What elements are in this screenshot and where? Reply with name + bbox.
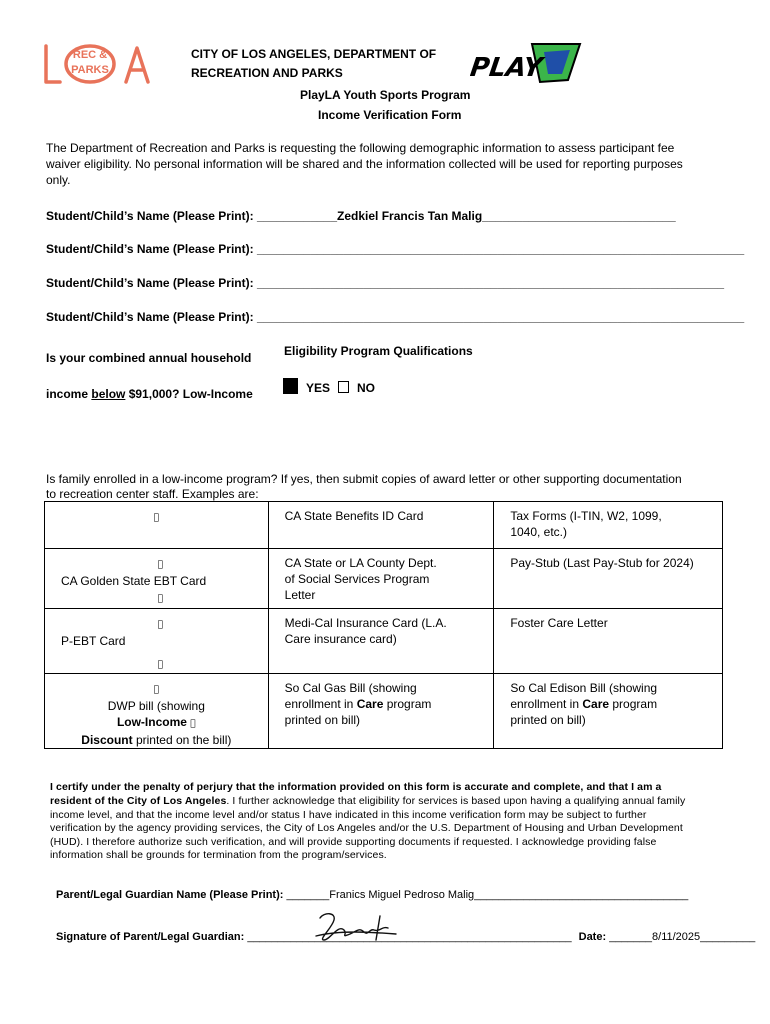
rec-parks-logo — [40, 40, 152, 88]
bullet-icon — [158, 620, 163, 630]
table-row — [45, 609, 723, 674]
dept-line-1: CITY OF LOS ANGELES, DEPARTMENT OF — [191, 47, 437, 61]
yes-label: YES — [306, 381, 331, 395]
date-label: Date: — [578, 931, 607, 943]
yes-checkbox[interactable] — [283, 378, 298, 394]
student-name-value[interactable]: _________________________________________________________________________ — [256, 242, 745, 256]
bullet-icon — [154, 685, 159, 695]
certify-line-5: (HUD). I therefore authorize such verification, and will provide supporting documents if requested. I acknowledge providing false — [50, 836, 657, 848]
table-cell: CA Golden State EBT Card — [45, 549, 269, 609]
student-name-label: Student/Child’s Name (Please Print): — [46, 310, 254, 324]
table-cell — [45, 502, 269, 549]
student-name-value[interactable]: ____________Zedkiel Francis Tan Malig_____________________________ — [256, 209, 676, 223]
enrolled-line-2: to recreation center staff. Examples are: — [46, 487, 259, 501]
table-cell: Medi-Cal Insurance Card (L.A. Care insurance card) — [268, 609, 494, 674]
signature-row[interactable] — [56, 930, 755, 944]
table-cell: DWP bill (showing Low-Income Discount printed on the bill) — [45, 674, 269, 749]
form-title: Income Verification Form — [318, 108, 462, 122]
student-name-row-3[interactable] — [46, 276, 724, 291]
intro-line-3: only. — [46, 173, 71, 187]
signature-icon — [310, 910, 400, 946]
income-question-line-1: Is your combined annual household — [46, 351, 252, 365]
student-name-label: Student/Child’s Name (Please Print): — [46, 209, 254, 223]
table-cell: Tax Forms (I-TIN, W2, 1099, 1040, etc.) — [494, 502, 723, 549]
table-cell: Foster Care Letter — [494, 609, 723, 674]
student-name-label: Student/Child’s Name (Please Print): — [46, 242, 254, 256]
enrolled-line-1: Is family enrolled in a low-income program? If yes, then submit copies of award letter or other supporting documentation — [46, 472, 682, 486]
table-cell: P-EBT Card — [45, 609, 269, 674]
signature-label: Signature of Parent/Legal Guardian: — [56, 931, 245, 943]
certify-line-6: information shall be grounds for termination from the program/services. — [50, 849, 387, 861]
bullet-icon — [154, 513, 159, 523]
student-name-value[interactable]: _________________________________________________________________________ — [256, 310, 745, 324]
no-checkbox[interactable] — [338, 381, 349, 393]
signature-scribble — [310, 910, 400, 946]
eligibility-title: Eligibility Program Qualifications — [284, 344, 473, 358]
student-name-row-1[interactable] — [46, 209, 676, 224]
student-name-row-4[interactable] — [46, 310, 744, 325]
certify-line-3: income level, and that the income level and/or status I have indicated in this income verification form may be subject to further — [50, 809, 647, 821]
playla-logo — [470, 42, 582, 86]
svg-text:PLAY: PLAY — [470, 53, 544, 83]
student-name-value[interactable]: ______________________________________________________________________ — [256, 276, 725, 290]
certify-line-4: verification by the agency providing services, the City of Los Angeles and/or the U.S. Department of Housing and Urban Development — [50, 822, 683, 834]
student-name-label: Student/Child’s Name (Please Print): — [46, 276, 254, 290]
student-name-row-2[interactable] — [46, 242, 744, 257]
certify-line-1: I certify under the penalty of perjury that the information provided on this form is accurate and complete, and that I am a — [50, 781, 662, 793]
dept-line-2: RECREATION AND PARKS — [191, 66, 343, 80]
table-cell: Pay-Stub (Last Pay-Stub for 2024) — [494, 549, 723, 609]
guardian-name-value[interactable]: _______Franics Miguel Pedroso Malig___________________________________ — [283, 889, 689, 901]
table-cell: CA State Benefits ID Card — [268, 502, 494, 549]
table-cell: CA State or LA County Dept. of Social Services Program Letter — [268, 549, 494, 609]
table-cell: So Cal Edison Bill (showing enrollment in Care program printed on bill) — [494, 674, 723, 749]
program-name: PlayLA Youth Sports Program — [300, 88, 471, 102]
table-row — [45, 549, 723, 609]
no-label: NO — [357, 381, 375, 395]
programs-table — [44, 501, 723, 749]
playla-logo-icon — [470, 42, 582, 86]
income-question-line-2: income below $91,000? Low-Income — [46, 387, 253, 401]
table-row — [45, 502, 723, 549]
bullet-icon — [158, 594, 163, 604]
signature-line[interactable]: _____________________________________________________ — [244, 931, 572, 943]
rec-parks-logo-top: REC & — [72, 49, 108, 61]
intro-line-2: waiver eligibility. No personal information will be shared and the information collected will be used for reporting purposes — [46, 157, 683, 171]
rec-parks-logo-bottom: PARKS — [71, 64, 109, 76]
date-value[interactable]: _______8/11/2025_________ — [606, 931, 756, 943]
table-row — [45, 674, 723, 749]
intro-line-1: The Department of Recreation and Parks is requesting the following demographic information to assess participant fee — [46, 141, 675, 155]
bullet-icon — [158, 660, 163, 670]
table-cell: So Cal Gas Bill (showing enrollment in Care program printed on bill) — [268, 674, 494, 749]
bullet-icon — [190, 719, 195, 729]
guardian-name-label: Parent/Legal Guardian Name (Please Print): — [56, 889, 284, 901]
certify-line-2: resident of the City of Los Angeles. I further acknowledge that eligibility for services is based upon having a qualifying annual family — [50, 795, 686, 807]
guardian-name-row[interactable] — [56, 888, 688, 902]
bullet-icon — [158, 560, 163, 570]
